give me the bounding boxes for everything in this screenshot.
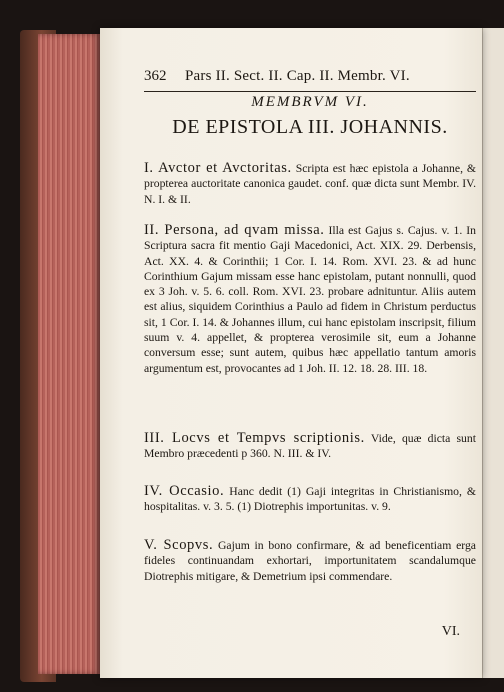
- membrum-heading: MEMBRVM VI.: [251, 94, 369, 110]
- section-text: Scripta est hæc epistola a Johanne, & propterea auctoritate canonica gaudet. conf. quæ dicta sunt Membr. IV. N. I. & II.: [144, 162, 477, 206]
- section-text: Gajum in bono confirmare, & ad beneficentiam erga fideles continuandam exhortari, importunitatem scandalumque Diotrephis mitigare, & Demetrium ipsi commendare.: [144, 539, 476, 583]
- section-occasio: [144, 484, 476, 515]
- book-page: [100, 28, 482, 678]
- section-text: Hanc dedit (1) Gaji integritas in Christianismo, & hospitalitas. v. 3. 5. (1) Diotrephis importunitas. v. 9.: [144, 485, 476, 514]
- section-locus: [144, 431, 476, 462]
- section-auctor: [144, 161, 476, 207]
- page-edges: [38, 34, 100, 674]
- section-label: II. Persona, ad qvam missa.: [144, 222, 325, 238]
- section-label: IV. Occasio.: [144, 483, 225, 499]
- chapter-title: DE EPISTOLA III. JOHANNIS.: [172, 116, 448, 138]
- section-text: Illa est Gajus s. Cajus. v. 1. In Scriptura sacra fit mentio Gaji Macedonici, Act. XIX. 29. Derbensis, Act. XX. 4. & Corinthii; 1 Cor. I. 14. Rom. XVI. 23. & ad hunc Corinthium Gajum missam esse hanc epistolam, putant nonnulli, quod ex 3 Joh. v. 5. 6. coll. Rom. XVI. 23. probare adnituntur. Aliis autem est alius, siquidem Corinthius a Paulo ad fidem in Christum perductus sit, 1 Cor. I. 14. & Johannes illum, cui hanc epistolam inscripsit, filium suum v. 4. appellet, & propterea verosimile sit, eum a Johanne conversum esse; sunt autem, quibus hæc appellatio tantum amoris argumentum est, provocantes ad 1 Joh. II. 12. 18. 28. III. 18.: [144, 224, 476, 375]
- facing-page-edge: [482, 28, 504, 678]
- section-scopus: [144, 538, 476, 584]
- section-label: V. Scopvs.: [144, 537, 214, 553]
- catchword: VI.: [441, 624, 460, 639]
- running-head-text: Pars II. Sect. II. Cap. II. Membr. VI.: [185, 68, 410, 84]
- section-label: I. Avctor et Avctoritas.: [144, 160, 292, 176]
- section-persona: [144, 223, 476, 376]
- page-number: 362: [144, 68, 167, 84]
- section-label: III. Locvs et Tempvs scriptionis.: [144, 430, 365, 446]
- section-text: Vide, quæ dicta sunt Membro præcedenti p 360. N. III. & IV.: [144, 432, 476, 461]
- header-rule: [144, 91, 476, 92]
